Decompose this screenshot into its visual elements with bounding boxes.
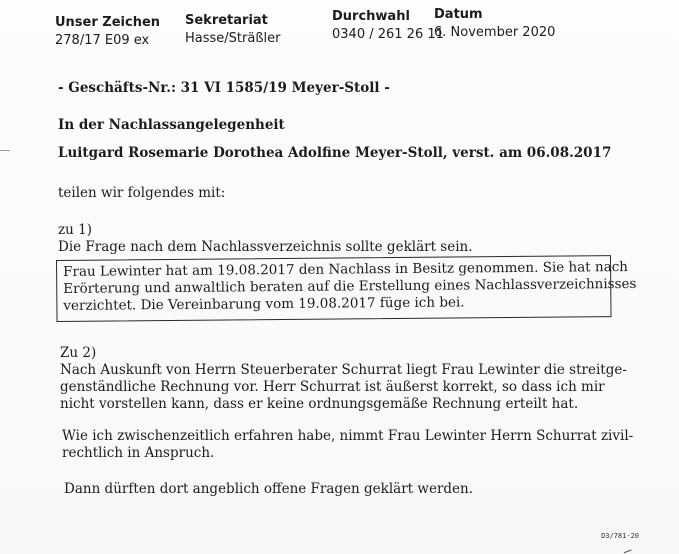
header-sekretariat [185, 12, 280, 48]
point-2-line: Nach Auskunft von Herrn Steuerberater Schurrat liegt Frau Lewinter die streitge- [60, 362, 627, 378]
datum-value: 6. November 2020 [434, 25, 556, 40]
unser-zeichen-value: 278/17 E09 ex [55, 33, 150, 48]
boxed-line: Frau Lewinter hat am 19.08.2017 den Nachlass in Besitz genommen. Sie hat nach [63, 259, 629, 280]
matter-heading: In der Nachlassangelegenheit [58, 117, 285, 133]
paragraph-4: Dann dürften dort angeblich offene Fragen geklärt werden. [64, 481, 474, 497]
point-2-line: genständliche Rechnung vor. Herr Schurrat ist äußerst korrekt, so dass ich mir [60, 379, 605, 395]
deceased-line: Luitgard Rosemarie Dorothea Adolfine Meyer-Stoll, verst. am 06.08.2017 [58, 145, 612, 161]
sekretariat-label: Sekretariat [185, 13, 268, 28]
header-datum [434, 6, 555, 42]
point-1-label: zu 1) [58, 222, 92, 238]
geschaefts-nr: - Geschäfts-Nr.: 31 VI 1585/19 Meyer-Stoll - [58, 80, 390, 96]
reference-code: D3/781-20 [601, 532, 639, 540]
fold-mark [0, 150, 10, 151]
boxed-line: verzichtet. Die Vereinbarung vom 19.08.2017 füge ich bei. [63, 294, 465, 314]
sekretariat-value: Hasse/Sträßler [185, 31, 281, 46]
boxed-note [56, 255, 637, 322]
intro-text: teilen wir folgendes mit: [58, 185, 226, 201]
header-unser-zeichen [55, 14, 160, 50]
boxed-line: Erörterung und anwaltlich beraten auf die Erstellung eines Nachlassverzeichnisses [63, 275, 637, 297]
pen-mark [622, 546, 631, 553]
boxed-note-text [63, 259, 637, 315]
paragraph-3-line: rechtlich in Anspruch. [62, 445, 215, 461]
point-1-text: Die Frage nach dem Nachlassverzeichnis sollte geklärt sein. [58, 239, 473, 255]
durchwahl-value: 0340 / 261 26 11 [332, 27, 444, 42]
point-2-label: Zu 2) [60, 345, 97, 361]
paragraph-3 [62, 428, 633, 462]
durchwahl-label: Durchwahl [332, 9, 410, 24]
unser-zeichen-label: Unser Zeichen [55, 15, 161, 30]
header-durchwahl [332, 8, 444, 44]
datum-label: Datum [434, 7, 483, 22]
point-2 [60, 345, 627, 413]
point-2-line: nicht vorstellen kann, dass er keine ordnungsgemäße Rechnung erteilt hat. [60, 396, 579, 412]
point-1 [58, 222, 473, 256]
paragraph-3-line: Wie ich zwischenzeitlich erfahren habe, nimmt Frau Lewinter Herrn Schurrat zivil- [62, 428, 634, 444]
